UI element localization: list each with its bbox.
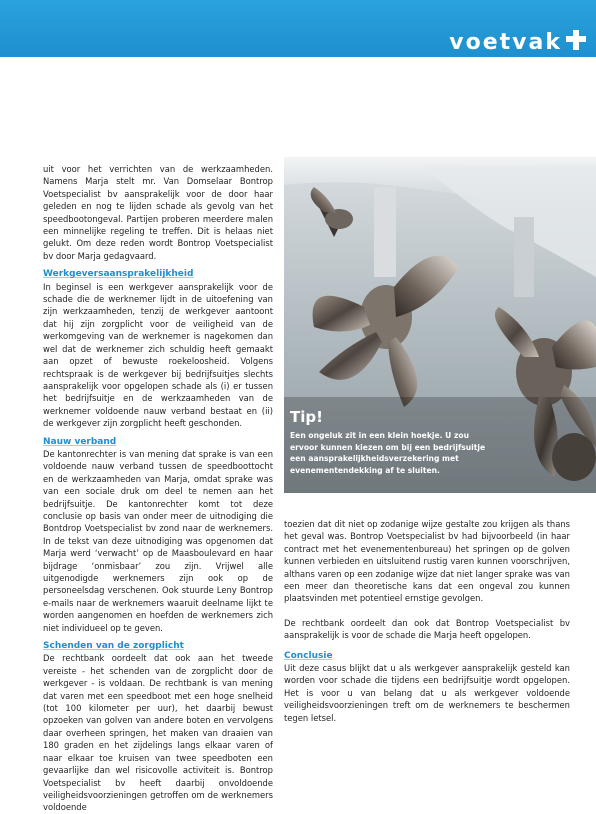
brand-logo: voetvak — [449, 30, 562, 55]
conclusion-body: Uit deze casus blijkt dat u als werkgever aansprakelijk gesteld kan worden voor schade die tijdens een bedrijfsuitje wordt opgelopen. Het is voor u van belang dat u als werkgever voldoende veiligheidsvoorzieningen treft om de werknemers te beschermen tegen letsel. — [284, 663, 570, 723]
tip-box — [290, 408, 490, 476]
right-paragraph-1: toezien dat dit niet op zodanige wijze gestalte zou krijgen als thans het geval was. Bontrop Voetspecialist bv had bijvoorbeeld (in haar contract met het evenementenbureau) het springen op de golven kunnen verbieden en uitsluitend rustig varen kunnen voorschrijven, althans varen op een zodanige wijze dat niet langer sprake was van een meer dan theoretische kans dat een ongeval zou kunnen plaatsvinden met potentieel ernstige gevolgen. — [284, 519, 570, 604]
left-column — [43, 163, 273, 814]
section-heading-zorgplicht: Schenden van de zorgplicht — [43, 641, 184, 652]
section-body-zorgplicht: De rechtbank oordeelt dat ook aan het tweede vereiste - het schenden van de zorgplicht door de werkgever - is voldaan. De rechtbank is van mening dat varen met een speedboot met een hoge snelheid (tot 100 kilometer per uur), het daarbij bewust opzoeken van golven van andere boten en vervolgens daar overheen springen, het maken van draaien van 180 graden en het zijdelings langs elkaar varen of naar elkaar toe kruisen van twee speedboten een gevaarlijke dan wel risicovolle activiteit is. Bontrop Voetspecialist bv heeft daarbij onvoldoende veiligheidsvoorzieningen getroffen om de werknemers voldoende — [43, 653, 273, 813]
tip-title: Tip! — [290, 408, 323, 426]
section-heading-nauw-verband: Nauw verband — [43, 436, 117, 447]
intro-paragraph: uit voor het verrichten van de werkzaamheden. Namens Marja stelt mr. Van Domselaar Bontrop Voetspecialist bv aansprakelijk voor de door haar geleden en nog te lijden schade als gevolg van het speedbootongeval. Partijen proberen meerdere malen een minnelijke regeling te treffen. Dit is helaas niet gelukt. Om deze reden wordt Bontrop Voetspecialist bv door Marja gedagvaard. — [43, 164, 273, 261]
plus-icon — [566, 28, 586, 50]
section-body-werkgeversaansprakelijkheid: In beginsel is een werkgever aansprakelijk voor de schade die de werknemer lijdt in de uitoefening van zijn werkzaamheden, tenzij de werkgever aantoont dat hij zijn zorgplicht voor de veiligheid van de werkomgeving van de werknemer is nagekomen dan wel dat de werknemer zich schuldig heeft gemaakt aan opzet of bewuste roekeloosheid. Volgens rechtspraak is de werkgever bij bedrijfsuitjes slechts aansprakelijk voor opgelopen schade als (i) er tussen het bedrijfsuitje en de werkzaamheden van de werknemer voldoende nauw verband bestaat en (ii) de werkgever zijn zorgplicht heeft geschonden. — [43, 281, 273, 429]
section-body-nauw-verband: De kantonrechter is van mening dat sprake is van een voldoende nauw verband tussen de speedboottocht en de werkzaamheden van Marja, omdat sprake was van een sociale druk om deel te nemen aan het bedrijfsuitje. De kantonrechter komt tot deze conclusie op basis van onder meer de uitnodiging die Bontdrop Voetspecialist bv zond naar de werknemers. In de tekst van deze uitnodiging was opgenomen dat Marja werd ‘verwacht’ op de Maasboulevard en haar bijdrage ‘onmisbaar’ zou zijn. Vrijwel alle uitgenodigde werknemers zijn ook op de personeelsdag verschenen. Ook stuurde Leny Bontrop e-mails naar de werknemers waaruit deelname lijkt te worden aangenomen en hoefden de werknemers zich niet individueel op te geven. — [43, 448, 273, 633]
section-heading-werkgeversaansprakelijkheid: Werkgeversaansprakelijkheid — [43, 269, 194, 280]
right-column — [284, 518, 570, 724]
tip-text: Een ongeluk zit in een klein hoekje. U zou ervoor kunnen kiezen om bij een bedrijfsuitje een aansprakelijkheidsverzekering met evenementendekking af te sluiten. — [290, 431, 486, 475]
right-paragraph-2: De rechtbank oordeelt dan ook dat Bontrop Voetspecialist bv aansprakelijk is voor de schade die Marja heeft opgelopen. — [284, 617, 570, 641]
section-heading-conclusie: Conclusie — [284, 650, 333, 661]
